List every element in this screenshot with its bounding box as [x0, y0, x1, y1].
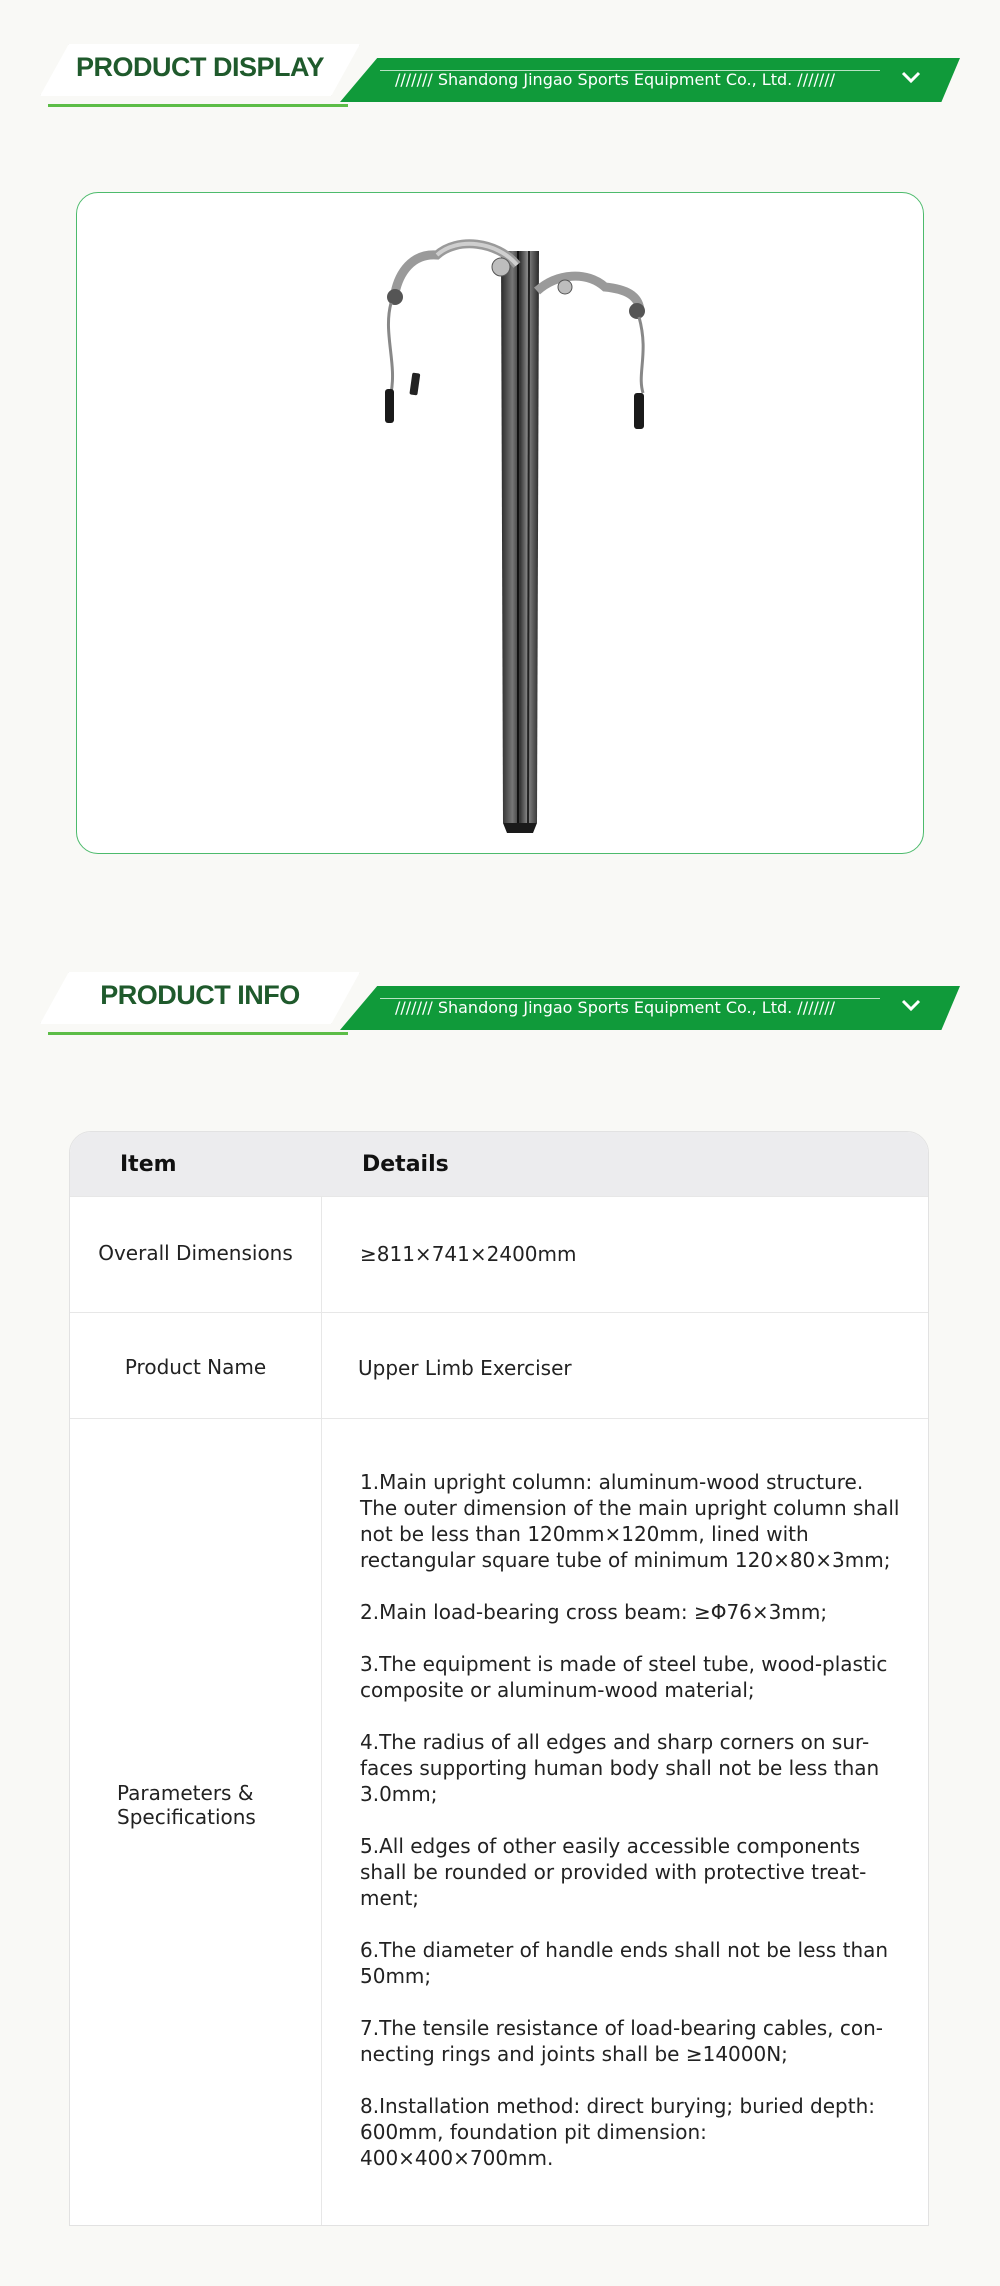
- product-image-card: [76, 192, 924, 854]
- table-row: [70, 1196, 928, 1312]
- spec-paragraph: 2.Main load-bearing cross beam: ≥Φ76×3mm;: [360, 1600, 828, 1624]
- table-header: [70, 1132, 928, 1196]
- section-header-display: [40, 40, 960, 120]
- section-header-info: [40, 968, 960, 1048]
- table-row: [70, 1418, 928, 2226]
- column-header-item: Item: [120, 1152, 177, 1177]
- row-item: Parameters & Specifications: [117, 1781, 256, 1829]
- header-subtitle: /////// Shandong Jingao Sports Equipment Co., Ltd. ///////: [395, 70, 836, 89]
- spec-paragraph: 8.Installation method: direct burying; buried depth: 600mm, foundation pit dimension: 400×400×700mm.: [360, 2094, 875, 2170]
- spec-paragraph: 1.Main upright column: aluminum-wood structure. The outer dimension of the main upright column shall not be less than 120mm×120mm, lined with rectangular square tube of minimum 120×80×3mm;: [360, 1470, 900, 1572]
- row-details: Upper Limb Exerciser: [358, 1356, 572, 1380]
- spec-paragraph: 3.The equipment is made of steel tube, wood-plastic composite or aluminum-wood material;: [360, 1652, 888, 1702]
- spec-paragraph: 6.The diameter of handle ends shall not be less than 50mm;: [360, 1938, 889, 1988]
- section-title: PRODUCT INFO: [100, 980, 300, 1010]
- chevron-down-icon[interactable]: [898, 992, 924, 1018]
- header-underline: [48, 1032, 348, 1035]
- product-info-table: [69, 1131, 929, 2226]
- table-row: [70, 1312, 928, 1418]
- row-details: ≥811×741×2400mm: [360, 1242, 577, 1266]
- row-details-specs: [360, 1469, 900, 2197]
- header-underline: [48, 104, 348, 107]
- header-subtitle: /////// Shandong Jingao Sports Equipment Co., Ltd. ///////: [395, 998, 836, 1017]
- spec-paragraph: 4.The radius of all edges and sharp corners on sur- faces supporting human body shall not be less than 3.0mm;: [360, 1730, 880, 1806]
- chevron-down-icon[interactable]: [898, 64, 924, 90]
- product-image: [77, 193, 924, 854]
- row-item: Overall Dimensions: [98, 1241, 293, 1265]
- row-item: Product Name: [124, 1355, 267, 1379]
- section-title: PRODUCT DISPLAY: [75, 52, 325, 82]
- column-header-details: Details: [362, 1152, 449, 1177]
- spec-paragraph: 5.All edges of other easily accessible components shall be rounded or provided with protective treat- ment;: [360, 1834, 867, 1910]
- spec-paragraph: 7.The tensile resistance of load-bearing cables, con- necting rings and joints shall be ≥14000N;: [360, 2016, 883, 2066]
